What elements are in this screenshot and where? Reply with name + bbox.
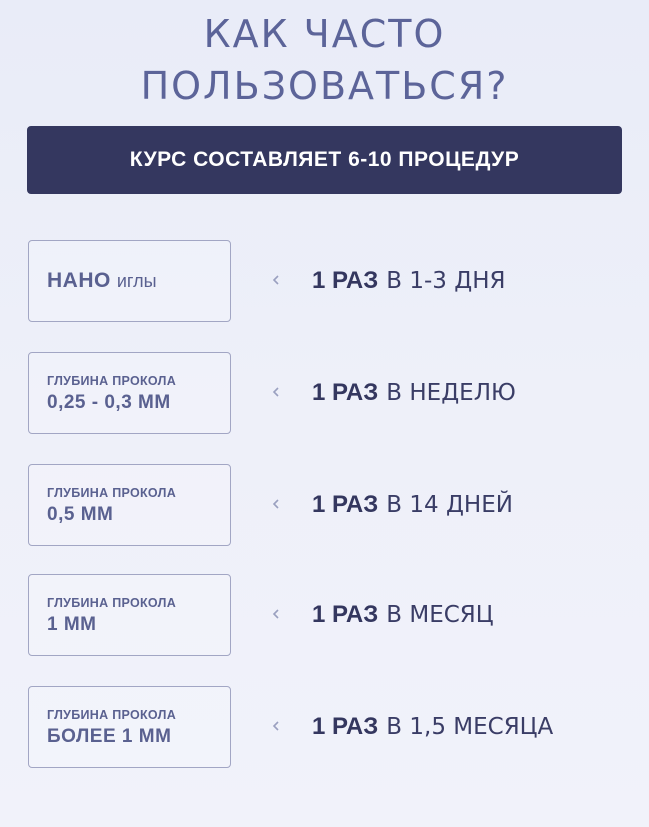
frequency-text [312,574,494,656]
frequency-text [312,240,506,322]
depth-value: БОЛЕЕ 1 ММ [47,726,172,747]
title-line-1: КАК ЧАСТО [203,12,446,56]
frequency-text [312,686,553,768]
frequency-count: 1 РАЗ [312,601,379,628]
chevron-left-icon [270,496,282,512]
depth-value: 0,25 - 0,3 ММ [47,392,171,413]
needle-type-label: НАНО [47,269,111,292]
title-line-2: ПОЛЬЗОВАТЬСЯ? [140,64,509,108]
frequency-period: В 1-3 ДНЯ [386,268,506,294]
depth-label: ГЛУБИНА ПРОКОЛА [47,374,177,388]
depth-box [28,352,231,434]
course-banner [27,126,622,194]
frequency-period: В МЕСЯЦ [386,602,494,628]
frequency-period: В 14 ДНЕЙ [386,492,513,518]
frequency-count: 1 РАЗ [312,267,379,294]
frequency-text [312,352,516,434]
depth-value: 1 ММ [47,614,97,635]
frequency-text [312,464,513,546]
depth-value: 0,5 ММ [47,504,114,525]
frequency-count: 1 РАЗ [312,379,379,406]
banner-text: КУРС СОСТАВЛЯЕТ 6-10 ПРОЦЕДУР [129,148,520,171]
chevron-left-icon [270,384,282,400]
chevron-left-icon [270,272,282,288]
frequency-row-nano [0,240,649,324]
needle-type-sublabel: иглы [116,270,157,291]
frequency-row-depth [0,464,649,548]
depth-label: ГЛУБИНА ПРОКОЛА [47,708,177,722]
depth-label: ГЛУБИНА ПРОКОЛА [47,596,177,610]
frequency-row-depth [0,352,649,436]
depth-box [28,686,231,768]
frequency-row-depth [0,574,649,658]
depth-box [28,464,231,546]
frequency-row-depth [0,686,649,770]
depth-label: ГЛУБИНА ПРОКОЛА [47,486,177,500]
page-title [0,8,649,112]
needle-type-box [28,240,231,322]
chevron-left-icon [270,606,282,622]
chevron-left-icon [270,718,282,734]
frequency-count: 1 РАЗ [312,713,379,740]
frequency-period: В НЕДЕЛЮ [386,380,516,406]
depth-box [28,574,231,656]
frequency-count: 1 РАЗ [312,491,379,518]
frequency-period: В 1,5 МЕСЯЦА [386,714,554,740]
